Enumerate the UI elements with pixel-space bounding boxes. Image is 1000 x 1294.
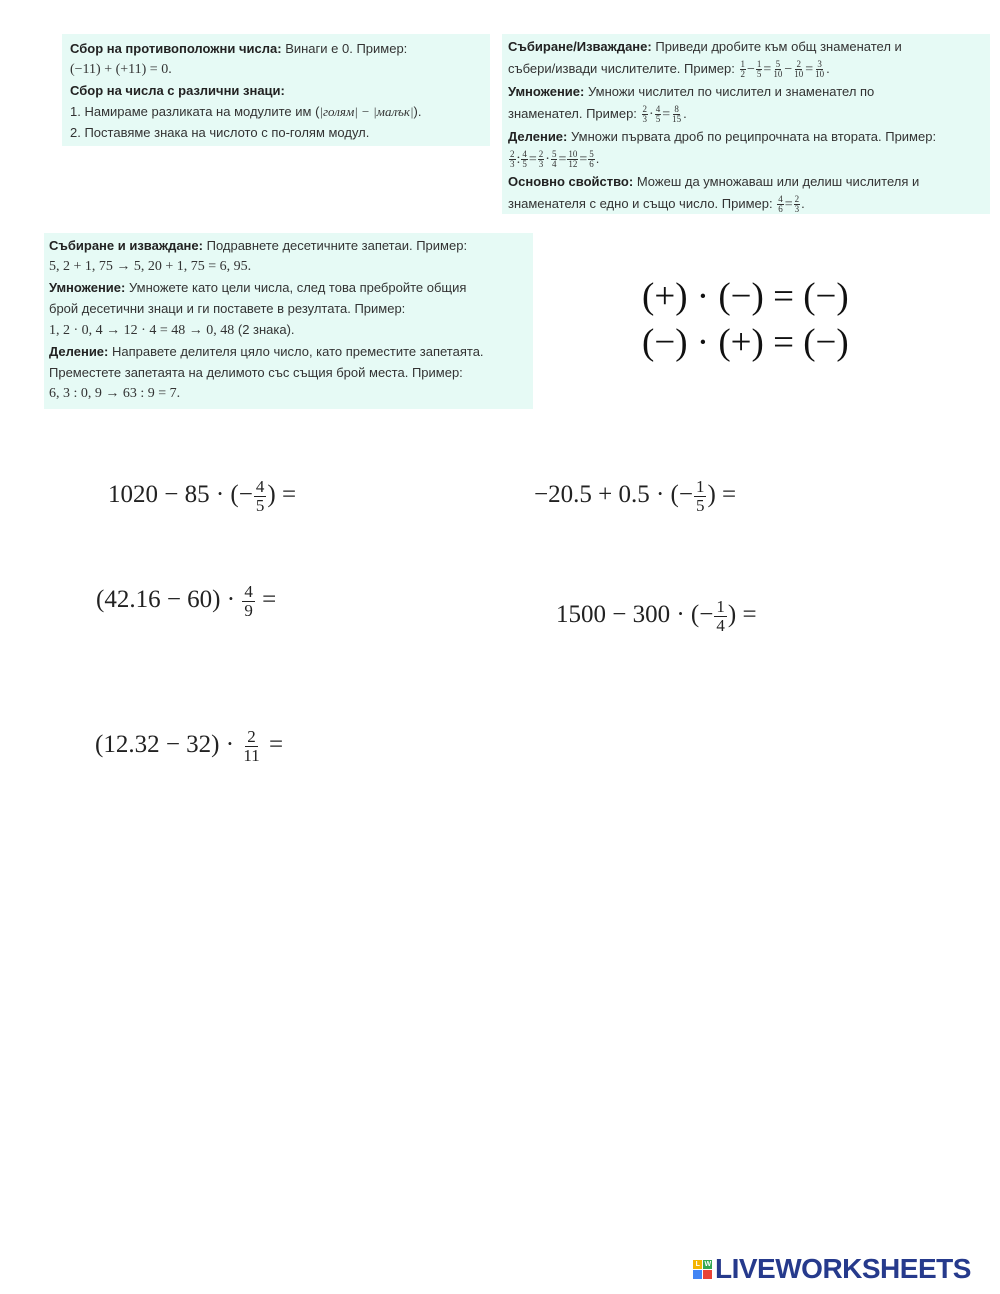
sign-rules (642, 274, 849, 366)
task-5-answer[interactable] (289, 737, 309, 757)
task-3: (42.16 − 60) · $\frac{4}{9}$ = (96, 583, 302, 620)
task-1-fraction: $\frac{4}{5}$ (255, 477, 265, 515)
task-4-fraction: $\frac{1}{4}$ (716, 597, 725, 635)
task-3-answer[interactable] (282, 592, 302, 612)
example-decimal-add: 5, 2 + 1, 75 → 5, 20 + 1, 75 = 6, 95. (49, 259, 252, 274)
example-opposite: (−11) + (+11) = 0. (70, 62, 172, 77)
rule-box-decimals: Събиране и изваждане: Подравнете десетичните запетаи. Пример: 5, 2 + 1, 75 → 5, 20 + 1, 75 = 6, 95. Умножение: Умножете като цели числа, след това пребройте общия брой десетични знаци и ги поставете в резултата. Пример: 1, 2 · 0, 4 → 12 · 4 = 48 → 0, 48 (2 знака). Деление: Направете делителя цяло число, като преместите запетаята. Преместете запетаята на делимото със същия брой места. Пример: 6, 3 : 0, 9 → 63 : 9 = 7. (44, 233, 533, 409)
rule-fraction-div: Деление: Умножи първата дроб по реципрочната на втората. Пример: (508, 129, 937, 144)
rule-decimal-add: Събиране и изваждане: Подравнете десетичните запетаи. Пример: (49, 238, 468, 253)
rule-box-fractions: Събиране/Изваждане: Приведи дробите към общ знаменател и събери/извади числителите. Пример: $\frac{1}{2}$ − $\frac{1}{5}$ = $\frac{5}{10}$ − $\frac{2}{10}$ = $\frac{3}{10}$ . Умножение: Умножи числител по числител и знаменател по знаменател. Пример: $\frac{2}{3}$ · $\frac{4}{5}$ = $\frac{8}{15}$ . Деление: Умножи първата дроб по реципрочната на втората. Пример: $\frac{2}{3}$ : $\frac{4}{5}$ = $\frac{2}{3}$ · $\frac{5}{4}$ = $\frac{10}{12}$ = $\frac{5}{6}$ . Основно свойство: Можеш да умножаваш или делиш числителя и знаменателя с едно и също число. Пример: $\frac{4}{6}$ = $\frac{2}{3}$ . (502, 34, 990, 214)
rule-fraction-basic: Основно свойство: Можеш да умножаваш или делиш числителя и (508, 174, 920, 189)
example-fraction-basic: $\frac{4}{6}$ = $\frac{2}{3}$ . (778, 194, 805, 215)
step-1: 1. Намираме разликата на модулите им (|голям| − |малък|). (70, 104, 422, 119)
task-3-fraction: $\frac{4}{9}$ (244, 582, 253, 620)
liveworksheets-logo (693, 1253, 971, 1285)
rule-box-integers (62, 34, 490, 146)
task-1-answer[interactable] (302, 487, 322, 507)
sign-rule-1: (+) · (−) = (−) (642, 276, 849, 317)
example-fraction-add: $\frac{1}{2}$ − $\frac{1}{5}$ = $\frac{5}{10}$ − $\frac{2}{10}$ = $\frac{3}{10}$ . (740, 59, 830, 80)
example-decimal-mul: 1, 2 · 0, 4 → 12 · 4 = 48 → 0, 48 (2 знака). (49, 322, 295, 338)
task-5: (12.32 − 32) · $\frac{2}{11}$ = (95, 728, 309, 765)
logo-icon: L W (693, 1260, 712, 1279)
logo-text: LIVEWORKSHEETS (715, 1253, 971, 1284)
task-2-answer[interactable] (742, 487, 762, 507)
example-fraction-mul: $\frac{2}{3}$ · $\frac{4}{5}$ = $\frac{8}{15}$ . (642, 104, 687, 125)
rule-fraction-mul: Умножение: Умножи числител по числител и знаменател по (508, 84, 875, 99)
example-decimal-div: 6, 3 : 0, 9 → 63 : 9 = 7. (49, 386, 181, 401)
task-4: 1500 − 300 · (− $\frac{1}{4}$ ) = (556, 598, 783, 635)
task-1: 1020 − 85 · (− $\frac{4}{5}$ ) = (108, 478, 322, 515)
sign-rule-2: (−) · (+) = (−) (642, 322, 849, 363)
task-4-answer[interactable] (763, 607, 783, 627)
rule-different-signs: Сбор на числа с различни знаци: (70, 83, 285, 98)
task-2-fraction: $\frac{1}{5}$ (695, 477, 705, 515)
rule-decimal-mul: Умножение: Умножете като цели числа, след това пребройте общия (49, 280, 467, 295)
example-fraction-div: $\frac{2}{3}$ : $\frac{4}{5}$ = $\frac{2}{3}$ · $\frac{5}{4}$ = $\frac{10}{12}$ = $\frac{5}{6}$ . (510, 149, 600, 170)
rule-opposite: Сбор на противоположни числа: Винаги е 0. Пример: (70, 41, 408, 56)
task-2: −20.5 + 0.5 · (− $\frac{1}{5}$ ) = (534, 478, 762, 515)
rule-fraction-add: Събиране/Изваждане: Приведи дробите към общ знаменател и (508, 39, 902, 54)
rule-decimal-div: Деление: Направете делителя цяло число, като преместите запетаята. (49, 344, 484, 359)
task-5-fraction: $\frac{2}{11}$ (243, 727, 260, 765)
step-2: 2. Поставяме знака на числото с по-голям модул. (70, 125, 370, 140)
